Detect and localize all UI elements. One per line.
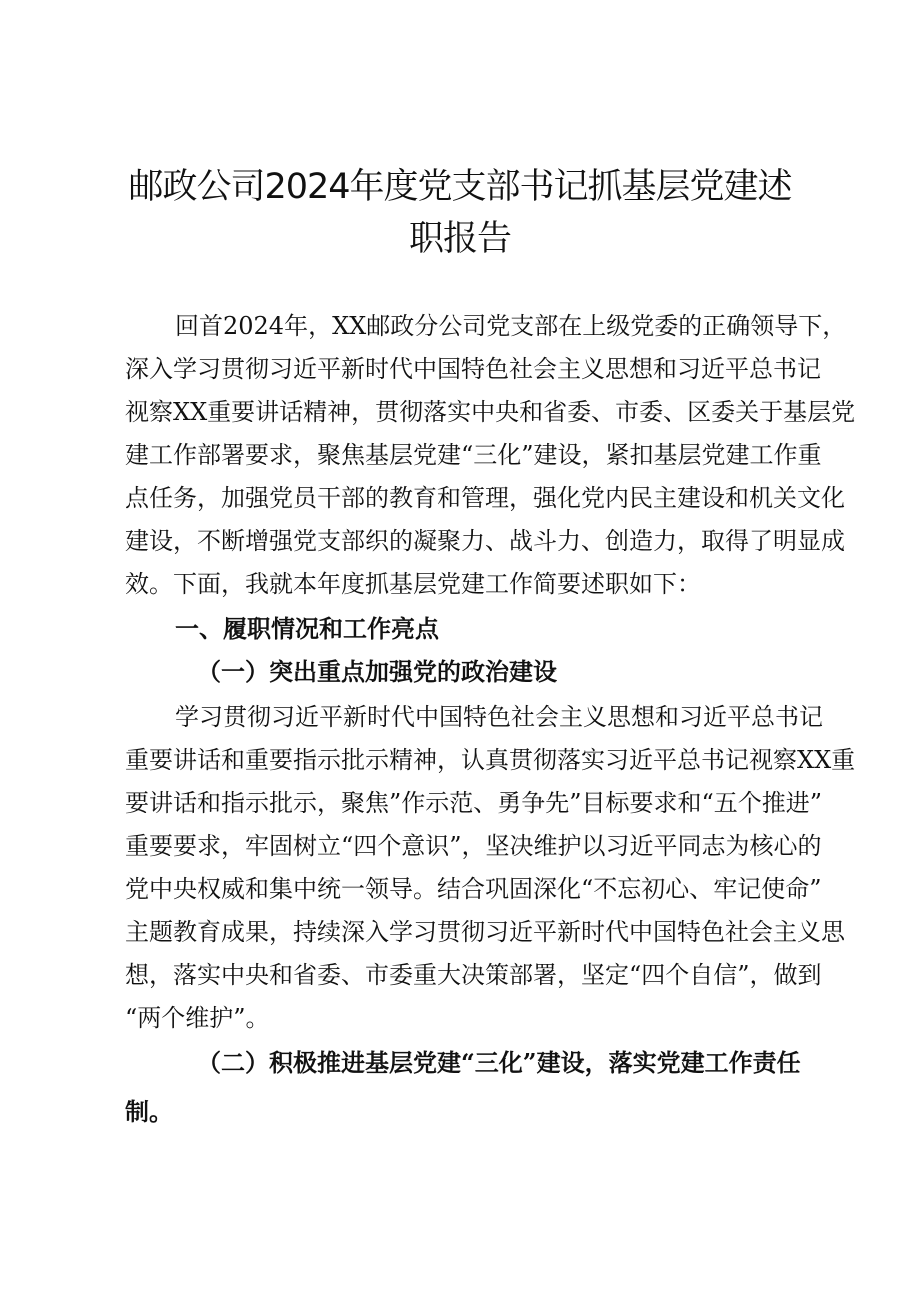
intro-paragraph-line: 点任务，加强党员干部的教育和管理，强化党内民主建设和机关文化 <box>125 484 845 512</box>
section1-paragraph-line: “两个维护”。 <box>125 1004 270 1032</box>
subsection-heading-1: （一）突出重点加强党的政治建设 <box>197 657 557 686</box>
document-title-line-1: 邮政公司2024年度党支部书记抓基层党建述 <box>128 167 792 207</box>
intro-paragraph-line: 视察XX重要讲话精神，贯彻落实中央和省委、市委、区委关于基层党 <box>125 398 856 426</box>
document-title-line-2: 职报告 <box>408 219 511 259</box>
intro-paragraph-line: 建工作部署要求，聚焦基层党建“三化”建设，紧扣基层党建工作重 <box>125 441 822 469</box>
intro-paragraph-line: 效。下面，我就本年度抓基层党建工作简要述职如下： <box>125 570 701 598</box>
section1-paragraph-line: 重要讲话和重要指示批示精神，认真贯彻落实习近平总书记视察XX重 <box>125 746 856 774</box>
section1-paragraph-line: 想，落实中央和省委、市委重大决策部署，坚定“四个自信”，做到 <box>125 961 822 989</box>
section1-paragraph-line: 要讲话和指示批示，聚焦”作示范、勇争先”目标要求和“五个推进” <box>125 789 823 817</box>
section1-paragraph-line: 党中央权威和集中统一领导。结合巩固深化“不忘初心、牢记使命” <box>125 875 822 903</box>
section1-paragraph-line: 重要要求，牢固树立“四个意识”，坚决维护以习近平同志为核心的 <box>125 832 822 860</box>
intro-paragraph-line: 深入学习贯彻习近平新时代中国特色社会主义思想和习近平总书记 <box>125 355 821 383</box>
section-heading-1: 一、履职情况和工作亮点 <box>175 614 439 643</box>
intro-paragraph-line: 回首2024年，XX邮政分公司党支部在上级党委的正确领导下， <box>175 312 847 340</box>
subsection-heading-2-continuation: 制。 <box>125 1097 173 1126</box>
section1-paragraph-line: 主题教育成果，持续深入学习贯彻习近平新时代中国特色社会主义思 <box>125 918 845 946</box>
intro-paragraph-line: 建设，不断增强党支部织的凝聚力、战斗力、创造力，取得了明显成 <box>125 527 845 555</box>
section1-paragraph-line: 学习贯彻习近平新时代中国特色社会主义思想和习近平总书记 <box>175 703 823 731</box>
subsection-heading-2: （二）积极推进基层党建“三化”建设，落实党建工作责任 <box>197 1048 801 1077</box>
